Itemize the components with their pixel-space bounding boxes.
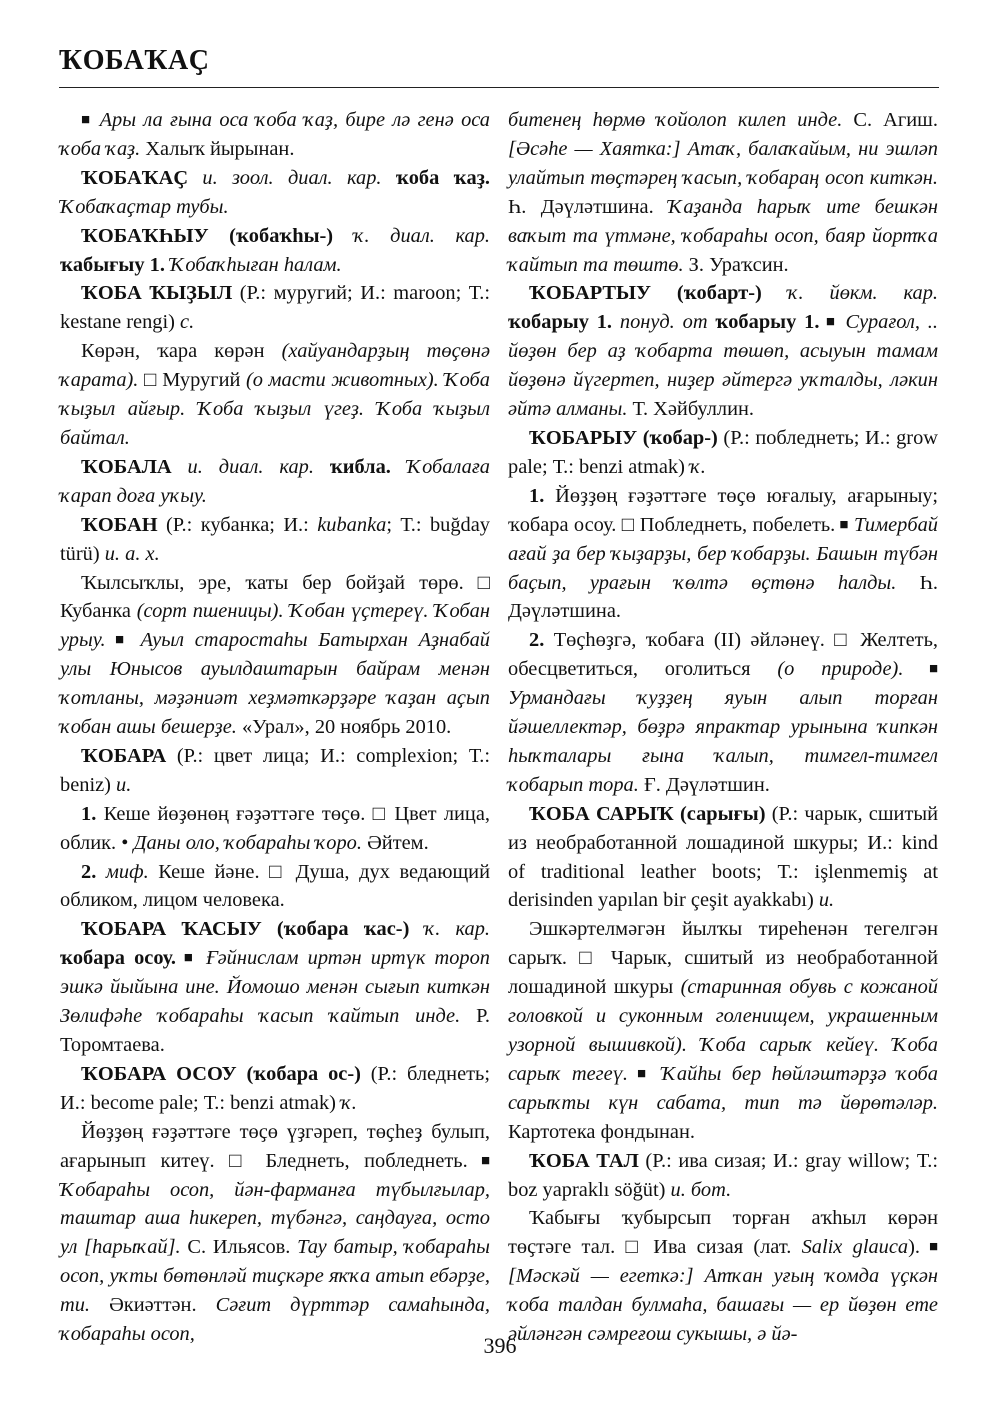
italic-text: и. а. х. [99, 542, 160, 565]
headword: ҡобарыу 1. [508, 311, 613, 334]
text-run: Кеше йөҙөнөң ғәҙәттәге төҫө. □ Цвет лица, облик. [60, 802, 490, 854]
headword: ҡабығыу 1. [60, 253, 165, 276]
entry-paragraph [508, 106, 938, 279]
italic-text: ҡ. диал. кар. [333, 224, 490, 247]
text-run: С. Ильясов. [180, 1236, 291, 1259]
text-run: (Р.: побледнеть; И.: grow pale; Т.: benzi atmak) [508, 426, 938, 478]
square-bullet-icon: ■ [819, 314, 838, 331]
square-bullet-icon: ■ [467, 1152, 490, 1169]
entry-paragraph [508, 482, 938, 627]
italic-text: миф. [96, 860, 149, 883]
text-run: ). [908, 1236, 921, 1259]
text-run: Көрән, ҡара көрән [81, 340, 265, 363]
page-number: 396 [483, 1333, 517, 1358]
header-rule [59, 87, 939, 88]
italic-text: и. [110, 773, 132, 796]
text-run: Халыҡ йырынан. [140, 137, 295, 160]
italic-text: с. [174, 311, 195, 334]
square-bullet-icon: ■ [835, 516, 849, 533]
italic-text: и. зоол. диал. кар. [188, 166, 382, 189]
text-run: ; Т.: buğday türü) [60, 513, 490, 565]
italic-text: (сорт пшеницы). Ҡобан үҫтереү. Ҡобан урыу. [60, 600, 490, 652]
text-run: Ғ. Дәүләтшин. [638, 773, 770, 796]
text-run: • [121, 831, 129, 854]
headword: ҠОБАРЫУ (ҡобар-) [529, 426, 718, 449]
text-run: (Р.: цвет лица; И.: complexion; Т.: beniz) [60, 744, 490, 796]
text-run: З. Ураҡсин. [683, 253, 789, 276]
italic-text: (о природе). [750, 658, 904, 681]
square-bullet-icon: ■ [105, 632, 130, 649]
headword: ҠОБАЛА [81, 455, 172, 478]
italic-text: [Әсәһе — Хаятка:] Атаҡ, балаҡайым, ни эшләп улайтып төҫтәрең ҡасып, ҡобараң осоп киткән. [508, 137, 938, 189]
entry-paragraph [508, 800, 938, 916]
text-run: Эшкәртелмәгән йылҡы тиреһенән тегелгән сарыҡ. □ Чарык, сшитый из необработанной лошадиной шкуры [508, 918, 938, 999]
italic-text: ҡ. кар. [409, 918, 490, 941]
italic-text: Ҡаҙанда һарыҡ ите бешкән ваҡыт та үтмәне, ҡобараһы осоп, баяр йортҡа ҡайтып та төштө. [508, 195, 938, 276]
headword: ҡоба ҡаҙ. [381, 166, 490, 189]
italic-text: Ҡобаҡаҫтар тубы. [60, 195, 229, 218]
text-run: Әйтем. [361, 831, 429, 854]
headword: ҠОБАРА ОСОУ (ҡобара ос-) [81, 1062, 361, 1085]
italic-text: ҡ. йөкм. кар. [761, 282, 938, 305]
text-run: Йөҙҙөң ғәҙәттәге төҫө юғалыу, ағарыныу; ҡобара осоу. □ Побледнеть, побелеть. [508, 484, 938, 536]
italic-text: kubanka [317, 513, 387, 536]
italic-text: Ҡайһы бер һөйләштәрҙә ҡоба сарыҡты күн сабата, тип тә йөрөтәләр. [508, 1062, 938, 1114]
entry-paragraph [60, 453, 490, 511]
text-run: Ҡылсыҡлы, эре, ҡаты бер бойҙай төрө. □ Кубанка [60, 571, 490, 623]
italic-text: Урмандағы ҡуҙҙең яуын алып торған йәшеллектәр, бөҙрә япрактар урынына ҡипкән һыҡталары ғына ҡалып, тимгел-тимгел ҡобарып тора. [508, 687, 938, 796]
text-run: (Р.: чарык, сшитый из необработанной лошадиной шкуры; И.: kind of traditional leather boots; Т.: işlenmemiş at derisinden yapılan bir çeşit ayakkabı) [508, 802, 938, 912]
italic-text: Тимербай ағай ҙа бер ҡыҙарҙы, бер ҡобарҙы. Башын түбән баҫып, урағын ҡөлтә өҫтөнә һалды. [508, 513, 938, 594]
entry-paragraph [508, 1204, 938, 1349]
text-run: Картотека фондынан. [508, 1120, 695, 1143]
entry-paragraph [508, 279, 938, 424]
italic-text: понуд. от [612, 311, 708, 334]
text-run: «Урал», 20 ноябрь 2010. [236, 716, 452, 739]
italic-text: и. бот. [665, 1178, 732, 1201]
entry-paragraph [60, 858, 490, 916]
entry-paragraph [60, 915, 490, 1060]
headword: ҠОБА ТАЛ [529, 1149, 639, 1172]
entry-paragraph [60, 279, 490, 337]
entry-paragraph [508, 626, 938, 799]
headword: ҠОБАРА [81, 744, 167, 767]
italic-text: Salix glauca [791, 1236, 909, 1259]
italic-text: Ҡобалаға ҡарап доға уҡыу. [60, 455, 490, 507]
entry-paragraph [508, 424, 938, 482]
text-run: Ҡабығы ҡубырсып торған аҡһыл көрән төҫтәге тал. □ Ива сизая (лат. [508, 1207, 938, 1259]
entry-paragraph [60, 106, 490, 164]
square-bullet-icon: ■ [903, 661, 939, 678]
italic-text: и. диал. кар. [171, 455, 314, 478]
italic-text: Ары ла ғына оса ҡоба ҡаҙ, бире лә генә оса ҡоба ҡаҙ. [60, 109, 490, 160]
italic-text: Ғәйнислам иртән иртүк тороп эшкә йыйына ине. Йомошо менән сығып киткән Зөлифәһе ҡобараһы ҡасып ҡайтып инде. [60, 947, 491, 1028]
headword: ҠОБАҠҺЫУ (ҡобаҡһы-) [81, 224, 334, 247]
headword: 2. [529, 629, 545, 652]
headword: ҠОБАРТЫУ (ҡобарт-) [529, 282, 762, 305]
headword: ҠОБАҠАҪ [81, 166, 189, 189]
italic-text: Тау батыр, ҡобараһы осоп, уҡты бөтөнләй тиҫкәре яҡҡа атып ебәрҙе, ти. [60, 1236, 490, 1317]
entry-paragraph [60, 1118, 490, 1349]
text-run: Һ. Дәүләтшина. [508, 195, 654, 218]
headword: ҡобара осоу. [60, 947, 177, 970]
entry-paragraph [60, 742, 490, 800]
text-run: Һ. Дәүләтшина. [508, 571, 939, 623]
italic-text: (старинная обувь с кожаной головкой и суконным голенищем, украшенным узорной вышивкой). Ҡоба сарыҡ кейеү. Ҡоба сарыҡ тегеү. [508, 976, 938, 1085]
headword: 1. [81, 802, 97, 825]
italic-text: битенең һөрмө ҡойолоп килеп инде. [508, 109, 843, 131]
italic-text: Сурағол, .. йөҙөн бер аҙ ҡобарта төшөп, асыуын тамам йөҙөнә йүгертеп, ниҙер әйтергә уҡталды, ләкин әйтә алманы. [508, 311, 938, 421]
text-run: (Р.: бледнеть; И.: become pale; Т.: benzi atmak) [60, 1062, 490, 1114]
running-head-title: ҠОБАҠАҪ [59, 45, 210, 76]
square-bullet-icon: ■ [627, 1065, 652, 1082]
square-bullet-icon: ■ [176, 950, 197, 967]
entry-paragraph [508, 915, 938, 1146]
italic-text: [Мәскәй — егеткә:] Атҡан уғың ҡомда үҫкән ҡоба талдан булмаһа, башағы — ер йөҙөн ете әйләнгән сәмреғош сукышы, ә йә- [508, 1265, 938, 1346]
headword: ҠОБА САРЫҠ (сарығы) [529, 802, 766, 825]
headword: ҠОБА ҠЫҘЫЛ [81, 282, 233, 305]
square-bullet-icon: ■ [920, 1239, 938, 1256]
italic-text: (о масти животных). Ҡоба ҡыҙыл айғыр. Ҡоба ҡыҙыл үгеҙ. Ҡоба ҡыҙыл байтал. [60, 369, 490, 449]
italic-text: Сәғит дүрттәр самаһында, ҡобараһы осоп, [60, 1294, 491, 1346]
headword: ҠОБАН [81, 513, 158, 536]
italic-text: Ҡобаҡһыған һалам. [164, 253, 342, 276]
italic-text: ҡ. [335, 1091, 357, 1114]
text-run: □ Муругий [138, 369, 241, 392]
text-run: (Р.: ива сизая; И.: gray willow; Т.: boz yapraklı söğüt) [508, 1149, 939, 1201]
entry-paragraph [60, 1060, 490, 1118]
italic-text: Ҡобараһы осоп, йән-фарманға түбылғылар, таштар аша һикереп, түбәнгә, саңдауға, осто ул [һарыҡай]. [60, 1178, 490, 1259]
text-run: Йөҙҙөң ғәҙәттәге төҫө үҙгәреп, төҫһеҙ булып, ағарынып китеү. □ Бледнеть, побледнеть. [60, 1120, 490, 1172]
text-run: С. Агиш. [842, 109, 938, 131]
italic-text: Ауыл старостаһы Батырхан Аҙнабай улы Юнысов ауылдаштарын байрам менән ҡотланы, мәҙәниәт хеҙмәткәрҙәре ҡаҙан аҫып ҡобан ашы бешерҙе. [60, 629, 491, 739]
italic-text: и. [813, 889, 835, 912]
left-column [60, 106, 490, 1349]
running-header [59, 47, 939, 75]
text-run: Р. Торомтаева. [60, 1005, 490, 1056]
entry-paragraph [60, 337, 490, 453]
headword: ҡибла. [313, 455, 391, 478]
entry-paragraph [60, 222, 490, 280]
text-run: (Р.: муругий; И.: maroon; Т.: kestane rengi) [60, 282, 490, 334]
italic-text: Даны оло, ҡобараһы ҡоро. [128, 831, 362, 854]
text-run: Кеше йәне. □ Душа, дух ведающий обликом, лицом человека. [60, 860, 490, 912]
italic-text: ҡ. [684, 455, 706, 478]
square-bullet-icon: ■ [81, 112, 93, 128]
text-run: (Р.: кубанка; И.: [157, 513, 318, 536]
text-run: Т. Хәйбуллин. [627, 398, 755, 421]
headword: ҡобарыу 1. [707, 311, 820, 334]
headword: 1. [529, 484, 545, 507]
italic-text: (хайуандарҙың төҫөнә ҡарата). [60, 340, 490, 392]
right-column [508, 106, 938, 1349]
entry-paragraph [60, 569, 490, 742]
headword: ҠОБАРА ҠАСЫУ (ҡобара ҡас-) [81, 918, 410, 941]
text-run: Төҫһөҙгә, ҡобаға (II) әйләнеү. □ Желтеть, обесцветиться, оголиться [508, 629, 938, 681]
entry-paragraph [508, 1147, 938, 1205]
entry-paragraph [60, 164, 490, 222]
entry-paragraph [60, 800, 490, 858]
entry-paragraph [60, 511, 490, 569]
headword: 2. [81, 860, 97, 883]
text-run: Әкиәттән. [90, 1294, 197, 1317]
